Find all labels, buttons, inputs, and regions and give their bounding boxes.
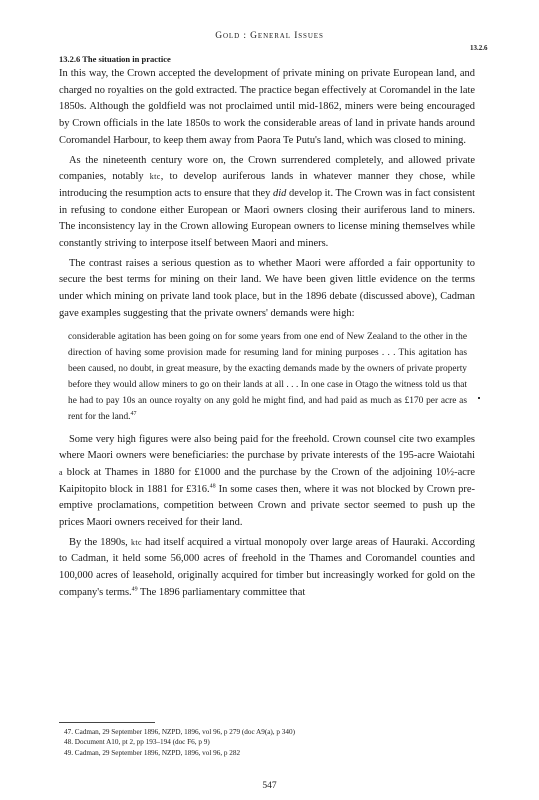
paragraph-1-text: In this way, the Crown accepted the development of private mining on private European land, and charged no royalties on the gold extracted. The practice began effectively at Coromandel in the late 1850s. Although the goldfield was not proclaimed until mid-1862, miners were being encouraged by Crown officials in the late 1850s to work the considerable areas of land in private hands around Coromandel Harbour, to keep them away from Paora Te Putu's land, which was closed to mining. bbox=[59, 68, 475, 146]
paragraph-5 bbox=[59, 535, 475, 602]
footnote-rule bbox=[59, 722, 155, 723]
paragraph-2-text-c: develop it. The Crown was in fact consistent in refusing to condone either European or Maori owners closing their auriferous land to miners. The inconsistency lay in the Crown allowing European owners to license mining themselves while constantly striving to interpose itself between Maori and miners. bbox=[59, 187, 475, 250]
paragraph-4-text-c: In some cases then, where it was not blocked by Crown pre-emptive proclamations, competition between Crown and private sector seemed to push up the prices Maori owners received for their land. bbox=[59, 483, 475, 529]
body-text bbox=[59, 51, 475, 602]
paragraph-2 bbox=[59, 153, 475, 253]
running-head bbox=[0, 31, 539, 41]
paragraph-4 bbox=[59, 432, 475, 532]
page-number: 547 bbox=[262, 781, 277, 791]
margin-mark bbox=[478, 397, 480, 399]
paragraph-2-text-a: As the nineteenth century wore on, the Crown surrendered completely, and allowed private companies, notably bbox=[59, 154, 475, 183]
ktc-abbreviation: ktc bbox=[130, 537, 142, 547]
emphasis-did: did bbox=[273, 187, 287, 199]
block-quote bbox=[59, 329, 475, 425]
paragraph-4-text-b: block at Thames in 1880 for £1000 and the purchase by the Crown of the adjoining 10½-acre Kaipitopito block in 1881 for £316. bbox=[59, 466, 475, 495]
footnote-49: 49. Cadman, 29 September 1896, NZPD, 1896, vol 96, p 282 bbox=[64, 748, 241, 757]
paragraph-2-text-b: , to develop auriferous lands in whatever manner they chose, while introducing the resumption acts to ensure that they bbox=[59, 171, 475, 199]
footnote-ref-47: 47 bbox=[130, 410, 137, 417]
footnotes bbox=[64, 727, 474, 758]
footnote-ref-48: 48 bbox=[209, 483, 216, 490]
paragraph-5-text-c: The 1896 parliamentary committee that bbox=[137, 586, 306, 598]
paragraph-5-text-a: By the 1890s, bbox=[69, 536, 131, 548]
running-head-text: Gold : General Issues bbox=[215, 31, 324, 41]
paragraph-3-text: The contrast raises a serious question as to whether Maori were afforded a fair opportunity to secure the best terms for mining on their land. We have been given little evidence on the terms under which mining on private land took place, but in the 1896 debate (discussed above), Cadman gave examples suggesting that the private owners' demands were high: bbox=[59, 257, 475, 319]
footnote-ref-49: 49 bbox=[131, 586, 138, 593]
block-quote-text: considerable agitation has been going on for some years from one end of New Zealand to the other in the direction of having some provision made for resuming land for mining purposes . . . This agitation has been caused, no doubt, in great measure, by the exacting demands made by the owners of private property before they would allow miners to go on their lands at all . . . In one case in Otago the witness told us that he had to pay 10s an ounce royalty on any gold he might find, and had paid as much as £170 per acre as rent for the land. bbox=[68, 331, 467, 422]
footnote-48: 48. Document A10, pt 2, pp 193–194 (doc F6, p 9) bbox=[64, 738, 210, 747]
paragraph-1 bbox=[59, 66, 475, 150]
section-number-marker: 13.2.6 bbox=[470, 44, 488, 52]
paragraph-3 bbox=[59, 256, 475, 323]
section-title: 13.2.6 The situation in practice bbox=[59, 54, 171, 64]
block-letter-a: a bbox=[59, 467, 63, 477]
paragraph-5-text-b: had itself acquired a virtual monopoly over large areas of Hauraki. According to Cadman, it held some 56,000 acres of freehold in the Thames and Coromandel counties and 100,000 acres of leasehold, originally acquired for timber but increasingly worked for gold on the company's terms. bbox=[59, 536, 475, 598]
footnote-47: 47. Cadman, 29 September 1896, NZPD, 1896, vol 96, p 279 (doc A9(a), p 340) bbox=[64, 728, 295, 736]
paragraph-4-text-a: Some very high figures were also being paid for the freehold. Crown counsel cite two examples where Maori owners were beneficiaries: the purchase by private interests of the 195-acre Waiotahi bbox=[59, 433, 475, 462]
ktc-abbreviation: ktc bbox=[149, 172, 161, 182]
